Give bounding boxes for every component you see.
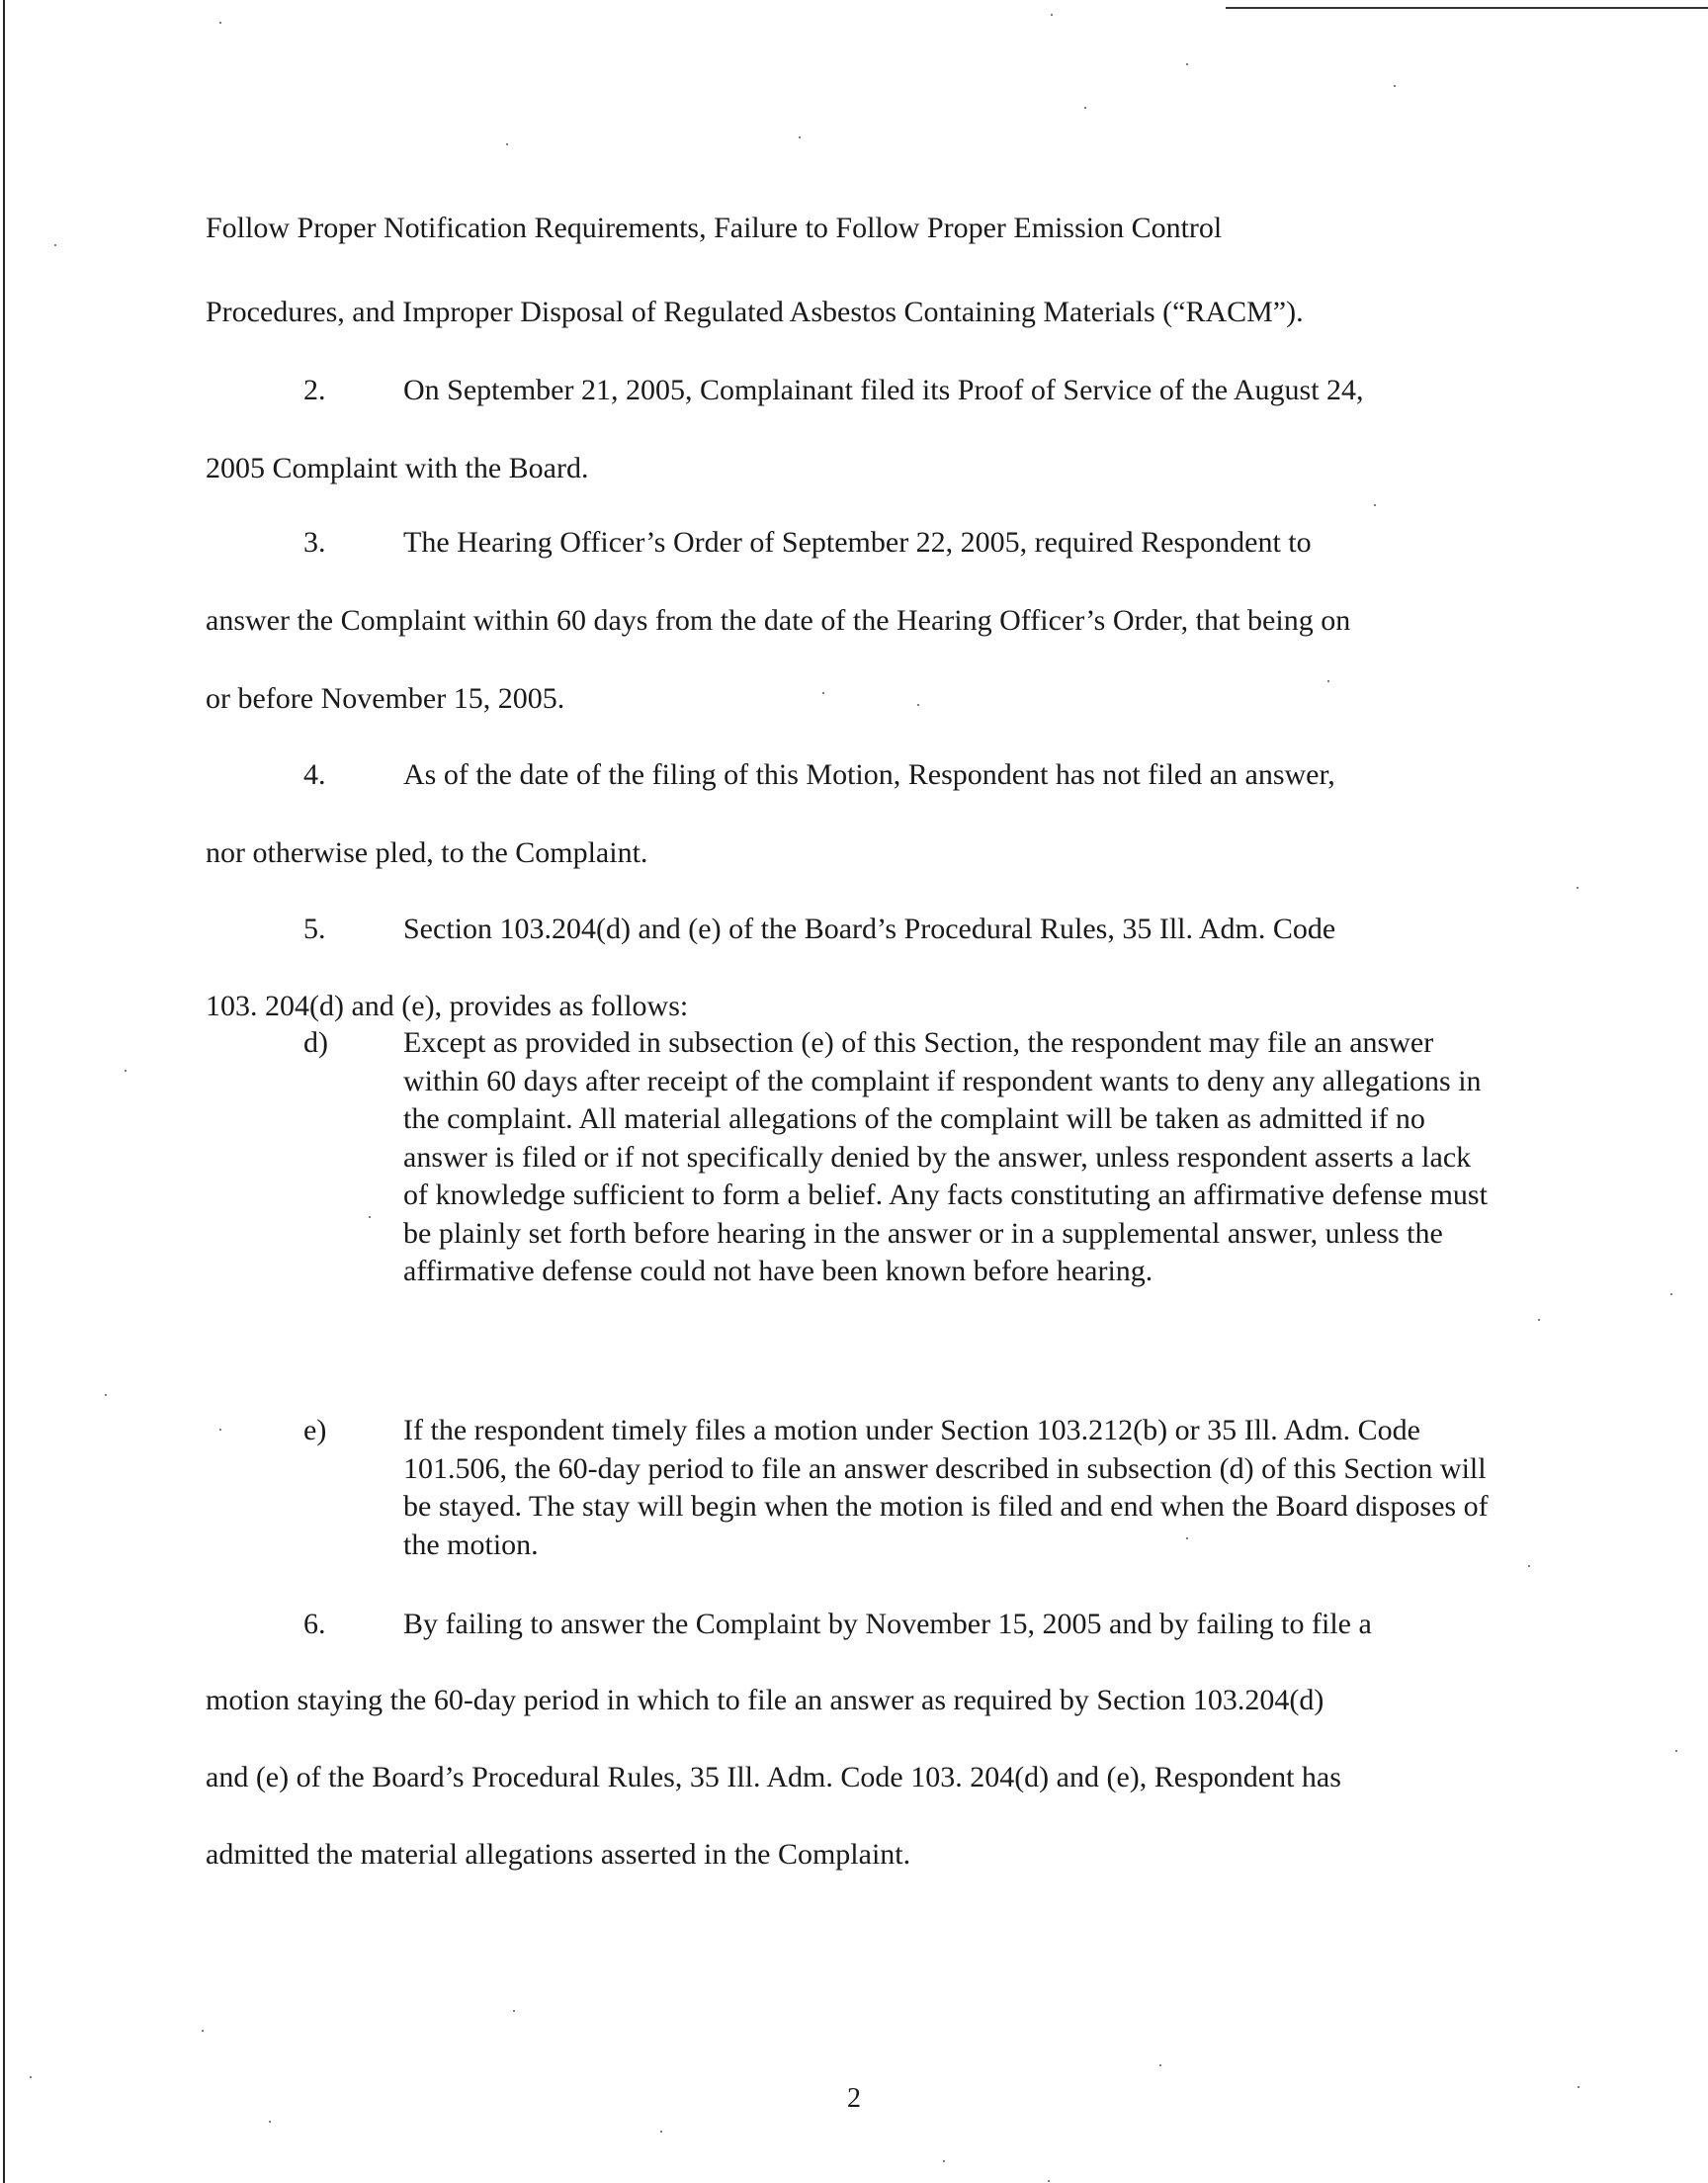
scan-speck <box>369 1216 371 1218</box>
scan-speck <box>30 2076 32 2078</box>
paragraph-2-line-1: On September 21, 2005, Complainant filed its Proof of Service of the August 24, <box>403 374 1364 406</box>
scan-speck <box>660 2131 662 2133</box>
paragraph-6-line-2: motion staying the 60-day period in which to file an answer as required by Section 103.204(d) <box>206 1684 1324 1716</box>
scan-speck <box>125 1070 127 1072</box>
scan-speck <box>1051 14 1053 16</box>
scan-speck <box>799 136 801 138</box>
paragraph-5-number: 5. <box>303 913 326 945</box>
scan-speck <box>1394 85 1396 87</box>
paragraph-6-line-1: By failing to answer the Complaint by November 15, 2005 and by failing to file a <box>403 1608 1372 1640</box>
paragraph-6-line-3: and (e) of the Board’s Procedural Rules, 35 Ill. Adm. Code 103. 204(d) and (e), Respondent has <box>206 1761 1341 1793</box>
quote-d-label: d) <box>303 1026 328 1059</box>
scan-speck <box>506 143 508 145</box>
page-number: 2 <box>847 2083 861 2114</box>
paragraph-3-line-3: or before November 15, 2005. <box>206 682 565 715</box>
scan-speck <box>513 2010 515 2012</box>
scan-speck <box>1374 504 1376 506</box>
scan-speck <box>1084 107 1086 109</box>
scan-speck <box>105 1394 107 1396</box>
scan-speck <box>1186 1537 1188 1539</box>
quote-e-label: e) <box>303 1414 327 1446</box>
scan-speck <box>1528 1565 1530 1567</box>
paragraph-4-number: 4. <box>303 758 326 791</box>
left-margin-rule <box>3 0 5 2183</box>
paragraph-1-line-1: Follow Proper Notification Requirements, Failure to Follow Proper Emission Control <box>206 212 1223 244</box>
scan-speck <box>269 2121 271 2123</box>
paragraph-4-line-2: nor otherwise pled, to the Complaint. <box>206 836 648 869</box>
scan-speck <box>202 2030 204 2032</box>
scan-speck <box>54 244 56 246</box>
scan-speck <box>822 692 824 694</box>
scan-speck <box>1578 2086 1580 2088</box>
paragraph-3-line-1: The Hearing Officer’s Order of September 22, 2005, required Respondent to <box>403 526 1312 559</box>
paragraph-3-line-2: answer the Complaint within 60 days from the date of the Hearing Officer’s Order, that being on <box>206 604 1351 637</box>
scan-speck <box>1538 1319 1540 1321</box>
scan-speck <box>219 22 221 24</box>
paragraph-2-line-2: 2005 Complaint with the Board. <box>206 452 589 484</box>
paragraph-3-number: 3. <box>303 526 326 559</box>
scan-speck <box>943 2160 945 2162</box>
scan-speck <box>1159 2064 1161 2066</box>
scan-speck <box>1670 1293 1672 1295</box>
paragraph-6-number: 6. <box>303 1608 326 1640</box>
scan-speck <box>1675 1750 1677 1752</box>
quote-d-text: Except as provided in subsection (e) of this Section, the respondent may file an answer within 60 days after receipt of the complaint if respondent wants to deny any allegations in the complaint. All material allegations of the complaint will be taken as admitted if no answer is filed or if not specifically denied by the answer, unless respondent asserts a lack of knowledge sufficient to form a belief. Any facts constituting an affirmative defense must be plainly set forth before hearing in the answer or in a supplemental answer, unless the affirmative defense could not have been known before hearing. <box>403 1026 1488 1287</box>
scan-speck <box>1048 2180 1050 2182</box>
quote-e-text: If the respondent timely files a motion under Section 103.212(b) or 35 Ill. Adm. Code 101.506, the 60-day period to file an answer described in subsection (d) of this Section will be stayed. The stay will begin when the motion is filed and end when the Board disposes of the motion. <box>403 1414 1489 1561</box>
paragraph-6-line-4: admitted the material allegations asserted in the Complaint. <box>206 1838 911 1871</box>
top-edge-rule <box>1226 7 1708 9</box>
paragraph-2-number: 2. <box>303 374 326 406</box>
paragraph-5-line-2: 103. 204(d) and (e), provides as follows: <box>206 990 689 1022</box>
scan-speck <box>1327 680 1329 682</box>
scan-speck <box>219 1429 221 1431</box>
paragraph-4-line-1: As of the date of the filing of this Motion, Respondent has not filed an answer, <box>403 758 1335 791</box>
scan-speck <box>1577 887 1579 889</box>
paragraph-1-line-2: Procedures, and Improper Disposal of Regulated Asbestos Containing Materials (“RACM”). <box>206 296 1304 328</box>
paragraph-5-line-1: Section 103.204(d) and (e) of the Board’s Procedural Rules, 35 Ill. Adm. Code <box>403 913 1336 945</box>
scan-speck <box>917 704 919 706</box>
scan-speck <box>1186 63 1188 65</box>
